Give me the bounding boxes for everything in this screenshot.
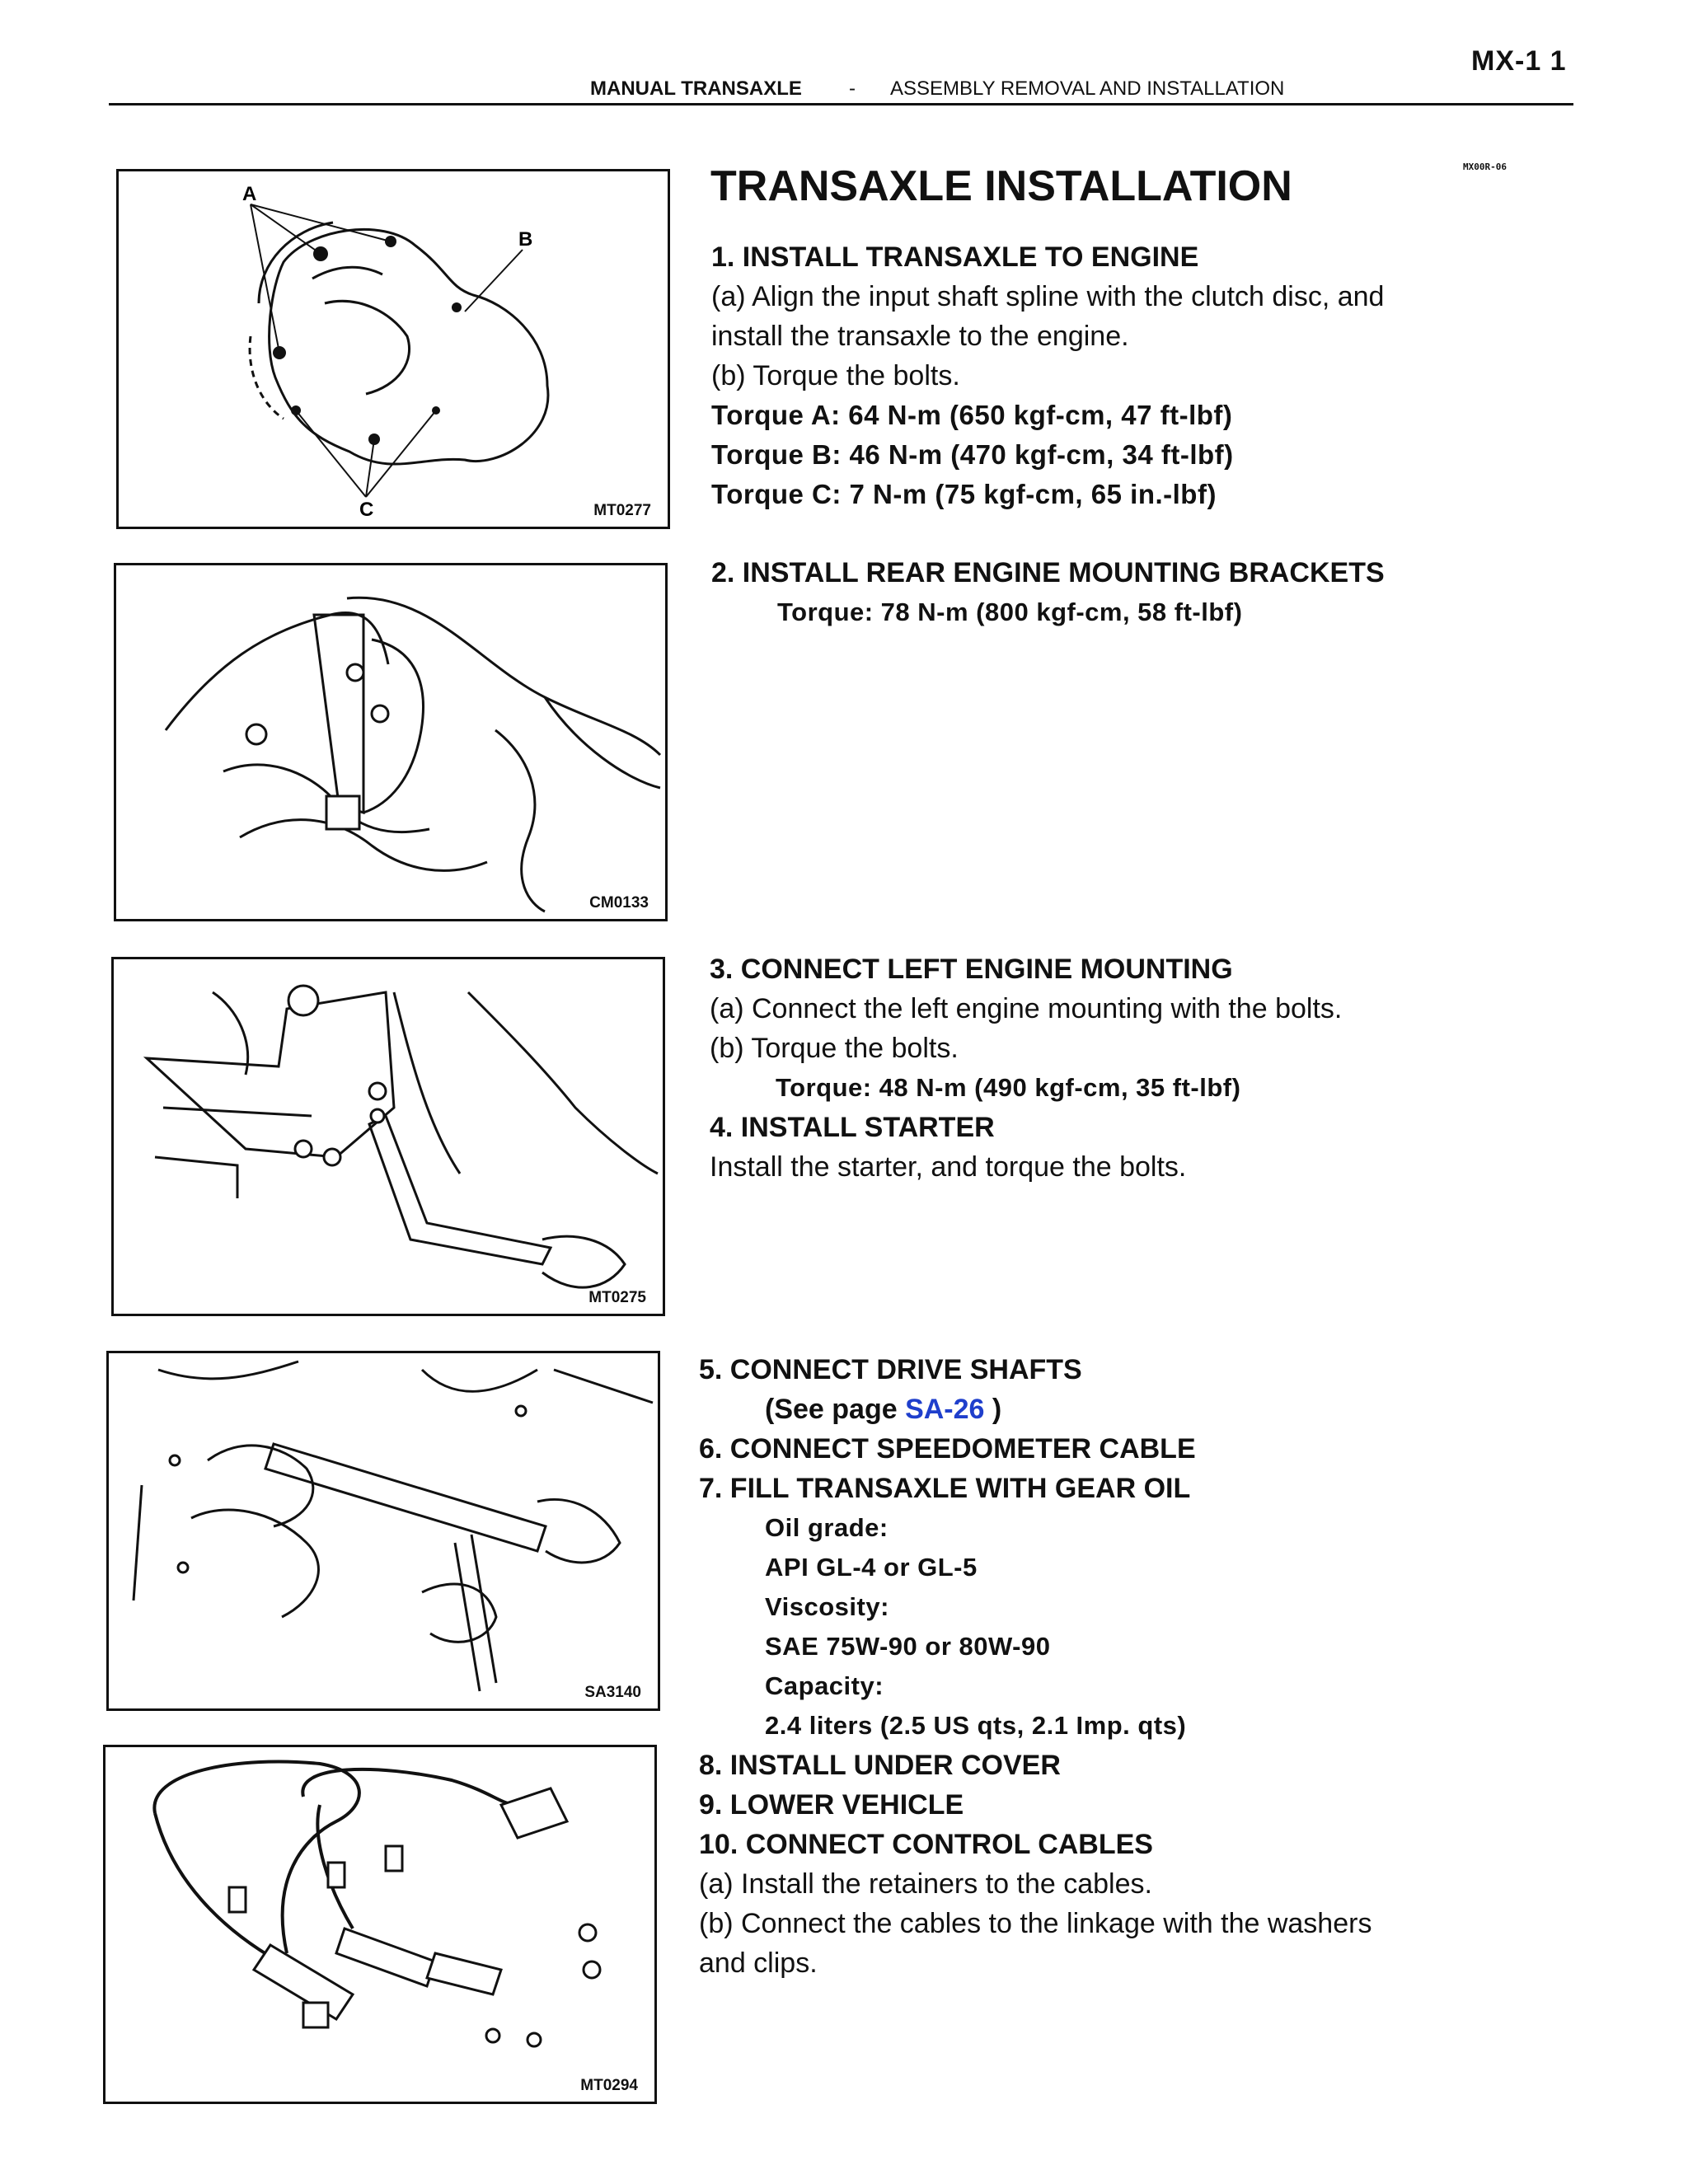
figure-id: MT0275 [588,1289,646,1306]
figure-id: CM0133 [589,894,649,912]
callout-a: A [242,183,257,205]
steps-5-10 [699,1350,1372,1983]
step-5-see-page [699,1390,1372,1429]
header-section: MANUAL TRANSAXLE [590,77,802,100]
header-dash: - [849,77,856,100]
step-3-4 [710,949,1342,1187]
drive-shaft-illustration [109,1353,658,1708]
oil-grade-value: API GL-4 or GL-5 [765,1553,978,1582]
step-5-heading: 5. CONNECT DRIVE SHAFTS [699,1354,1082,1385]
step-7-heading: 7. FILL TRANSAXLE WITH GEAR OIL [699,1473,1191,1504]
step-1 [711,237,1384,514]
step-10-b-line2: and clips. [699,1947,818,1979]
page-link-sa-26[interactable]: SA-26 [905,1394,985,1425]
step-1-b: (b) Torque the bolts. [711,360,960,391]
step-3-b: (b) Torque the bolts. [710,1033,959,1064]
capacity-label: Capacity: [765,1671,884,1700]
figure-id: MT0277 [593,502,651,519]
see-page-prefix: (See page [765,1394,906,1425]
figure-mt0277 [116,169,670,529]
viscosity-value: SAE 75W-90 or 80W-90 [765,1632,1051,1661]
step-4-text: Install the starter, and torque the bolts. [710,1151,1187,1183]
control-cables-illustration [106,1747,654,2102]
step-2 [711,553,1385,632]
callout-c: C [359,499,374,521]
step-10-b-line1: (b) Connect the cables to the linkage with the washers [699,1908,1372,1939]
callout-b: B [518,228,533,251]
oil-grade-label: Oil grade: [765,1513,889,1542]
step-10-a: (a) Install the retainers to the cables. [699,1868,1152,1900]
mounting-bracket-illustration [116,565,665,919]
torque-c: Torque C: 7 N-m (75 kgf-cm, 65 in.-lbf) [711,479,1217,509]
torque-b: Torque B: 46 N-m (470 kgf-cm, 34 ft-lbf) [711,439,1234,470]
step-1-a-line2: install the transaxle to the engine. [711,321,1129,352]
transaxle-case-illustration [119,171,668,527]
engine-mounting-illustration [114,959,663,1314]
page-title: TRANSAXLE INSTALLATION [710,162,1292,210]
step-9-heading: 9. LOWER VEHICLE [699,1789,964,1821]
step-8-heading: 8. INSTALL UNDER COVER [699,1750,1061,1781]
header-rule [109,103,1573,105]
header-subsection: ASSEMBLY REMOVAL AND INSTALLATION [890,77,1285,100]
step-3-a: (a) Connect the left engine mounting with the bolts. [710,993,1343,1024]
figure-cm0133 [114,563,668,921]
step-1-heading: 1. INSTALL TRANSAXLE TO ENGINE [711,241,1199,273]
viscosity-label: Viscosity: [765,1592,889,1621]
figure-mt0294 [103,1745,657,2104]
step-1-a-line1: (a) Align the input shaft spline with the clutch disc, and [711,281,1385,312]
page-number: MX-1 1 [1471,45,1567,77]
step-2-heading: 2. INSTALL REAR ENGINE MOUNTING BRACKETS [711,557,1385,588]
step-10-heading: 10. CONNECT CONTROL CABLES [699,1829,1153,1860]
doc-code: MX00R-06 [1463,162,1507,172]
figure-id: SA3140 [584,1684,641,1701]
capacity-value: 2.4 liters (2.5 US qts, 2.1 Imp. qts) [765,1711,1187,1740]
step-2-torque: Torque: 78 N-m (800 kgf-cm, 58 ft-lbf) [777,598,1243,626]
step-3-heading: 3. CONNECT LEFT ENGINE MOUNTING [710,954,1233,985]
see-page-suffix: ) [984,1394,1002,1425]
torque-a: Torque A: 64 N-m (650 kgf-cm, 47 ft-lbf) [711,400,1233,430]
figure-mt0275 [111,957,665,1316]
step-3-torque: Torque: 48 N-m (490 kgf-cm, 35 ft-lbf) [776,1073,1241,1102]
step-4-heading: 4. INSTALL STARTER [710,1112,995,1143]
step-6-heading: 6. CONNECT SPEEDOMETER CABLE [699,1433,1196,1465]
figure-sa3140 [106,1351,660,1711]
figure-id: MT0294 [580,2077,638,2094]
